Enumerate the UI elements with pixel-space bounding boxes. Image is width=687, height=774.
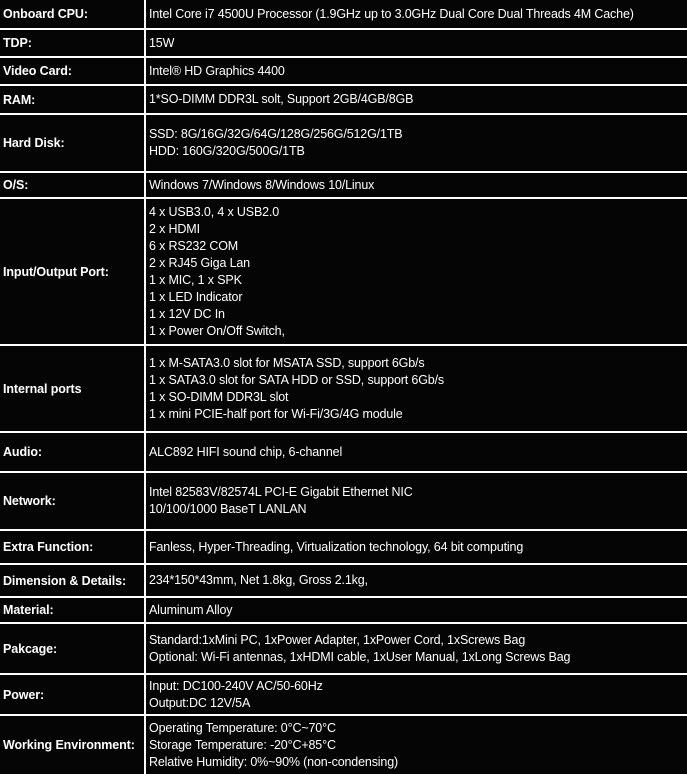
spec-label: Network:	[0, 473, 146, 529]
spec-value	[146, 675, 687, 714]
spec-value-line: 1 x LED Indicator	[149, 289, 243, 304]
spec-row-io-ports	[0, 199, 687, 346]
spec-row-cpu	[0, 0, 687, 30]
spec-label: Extra Function:	[0, 531, 146, 563]
spec-row-internal-ports	[0, 346, 687, 433]
spec-value	[146, 346, 687, 431]
spec-value-line: Optional: Wi-Fi antennas, 1xHDMI cable, 1xUser Manual, 1xLong Screws Bag	[149, 649, 571, 664]
spec-row-network	[0, 473, 687, 531]
spec-value-line: 1*SO-DIMM DDR3L solt, Support 2GB/4GB/8GB	[149, 92, 414, 106]
spec-value-line: Windows 7/Windows 8/Windows 10/Linux	[149, 177, 375, 192]
spec-label: Audio:	[0, 433, 146, 471]
spec-row-tdp	[0, 30, 687, 58]
spec-value-line: Output:DC 12V/5A	[149, 695, 251, 710]
spec-value	[146, 0, 687, 28]
spec-value-line: 1 x SATA3.0 slot for SATA HDD or SSD, support 6Gb/s	[149, 372, 445, 387]
spec-row-power	[0, 675, 687, 716]
spec-value-line: 6 x RS232 COM	[149, 238, 239, 253]
spec-value	[146, 199, 687, 344]
spec-row-package	[0, 624, 687, 675]
spec-label: Material:	[0, 598, 146, 622]
spec-value	[146, 624, 687, 673]
spec-row-video-card	[0, 58, 687, 86]
spec-label: O/S:	[0, 173, 146, 197]
spec-value-line: 4 x USB3.0, 4 x USB2.0	[149, 204, 280, 219]
spec-label: RAM:	[0, 86, 146, 113]
spec-value-line: HDD: 160G/320G/500G/1TB	[149, 144, 305, 158]
spec-row-os	[0, 173, 687, 199]
spec-value-line: 1 x SO-DIMM DDR3L slot	[149, 389, 289, 404]
spec-value	[146, 58, 687, 84]
spec-value	[146, 433, 687, 471]
spec-value	[146, 115, 687, 171]
spec-row-hard-disk	[0, 115, 687, 173]
spec-row-audio	[0, 433, 687, 473]
spec-value	[146, 598, 687, 622]
spec-value-line: 1 x 12V DC In	[149, 306, 225, 321]
spec-value	[146, 531, 687, 563]
spec-row-extra-function	[0, 531, 687, 565]
spec-value-line: 234*150*43mm, Net 1.8kg, Gross 2.1kg,	[149, 573, 368, 587]
spec-row-ram	[0, 86, 687, 115]
spec-value-line: Input: DC100-240V AC/50-60Hz	[149, 678, 323, 693]
spec-value-line: 10/100/1000 BaseT LANLAN	[149, 502, 307, 516]
spec-value-line: Intel 82583V/82574L PCI-E Gigabit Ethernet NIC	[149, 485, 413, 499]
spec-value-line: Storage Temperature: -20°C+85°C	[149, 737, 336, 752]
spec-row-dimension	[0, 565, 687, 598]
spec-value-line: Operating Temperature: 0°C~70°C	[149, 720, 336, 735]
spec-value-line: 1 x MIC, 1 x SPK	[149, 272, 242, 287]
spec-value	[146, 565, 687, 596]
spec-value-line: 1 x mini PCIE-half port for Wi-Fi/3G/4G module	[149, 406, 403, 421]
spec-value-line: 2 x HDMI	[149, 221, 200, 236]
spec-row-working-environment	[0, 716, 687, 774]
spec-value-line: Intel® HD Graphics 4400	[149, 63, 285, 78]
spec-value-line: Aluminum Alloy	[149, 602, 233, 617]
spec-value	[146, 86, 687, 113]
spec-value-line: 1 x Power On/Off Switch,	[149, 323, 285, 338]
spec-label: Onboard CPU:	[0, 0, 146, 28]
spec-value-line: Standard:1xMini PC, 1xPower Adapter, 1xPower Cord, 1xScrews Bag	[149, 632, 526, 647]
spec-value-line: 1 x M-SATA3.0 slot for MSATA SSD, support 6Gb/s	[149, 355, 425, 370]
spec-value-line: ALC892 HIFI sound chip, 6-channel	[149, 444, 343, 459]
spec-label: Internal ports	[0, 346, 146, 431]
spec-value-line: 15W	[149, 35, 175, 50]
spec-value-line: Intel Core i7 4500U Processor (1.9GHz up to 3.0GHz Dual Core Dual Threads 4M Cache)	[149, 6, 634, 21]
spec-value	[146, 473, 687, 529]
spec-value-line: 2 x RJ45 Giga Lan	[149, 255, 250, 270]
spec-label: Dimension & Details:	[0, 565, 146, 596]
spec-value-line: SSD: 8G/16G/32G/64G/128G/256G/512G/1TB	[149, 127, 403, 141]
spec-label: Working Environment:	[0, 716, 146, 774]
spec-label: Input/Output Port:	[0, 199, 146, 344]
spec-label: Video Card:	[0, 58, 146, 84]
spec-value	[146, 716, 687, 774]
spec-label: Pakcage:	[0, 624, 146, 673]
spec-value-line: Relative Humidity: 0%~90% (non-condensing)	[149, 754, 399, 769]
spec-value	[146, 173, 687, 197]
spec-label: Hard Disk:	[0, 115, 146, 171]
spec-label: Power:	[0, 675, 146, 714]
spec-value	[146, 30, 687, 56]
spec-row-material	[0, 598, 687, 624]
spec-label: TDP:	[0, 30, 146, 56]
spec-value-line: Fanless, Hyper-Threading, Virtualization technology, 64 bit computing	[149, 539, 524, 554]
